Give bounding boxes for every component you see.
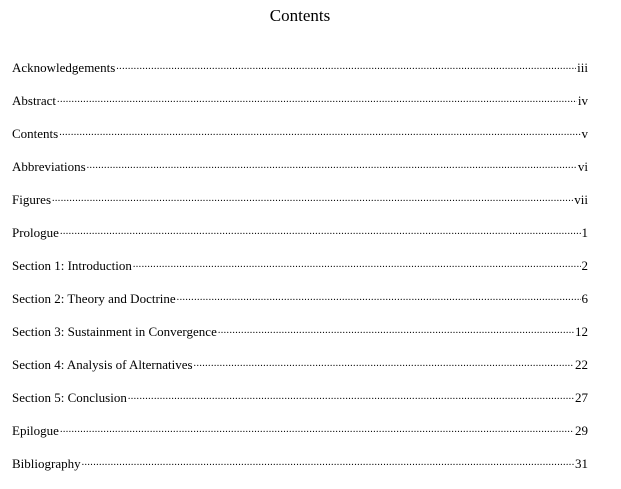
toc-entry-page: 6 bbox=[581, 291, 588, 306]
toc-entry-page: 22 bbox=[575, 357, 588, 372]
toc-entry-epilogue[interactable] bbox=[12, 421, 588, 454]
toc-entry-label: Bibliography bbox=[12, 456, 81, 471]
toc-entry-prologue[interactable] bbox=[12, 223, 588, 256]
toc-entry-page: 31 bbox=[575, 456, 588, 471]
toc-entry-page: iv bbox=[577, 93, 588, 108]
toc-entry-section-2[interactable] bbox=[12, 289, 588, 322]
toc-entry-label: Contents bbox=[12, 126, 59, 141]
toc-entry-page: iii bbox=[577, 60, 588, 75]
dot-leader bbox=[194, 355, 574, 369]
toc-entry-contents[interactable] bbox=[12, 124, 588, 157]
toc-entry-label: Figures bbox=[12, 192, 51, 207]
toc-entry-page: v bbox=[581, 126, 588, 141]
dot-leader bbox=[60, 421, 574, 435]
dot-leader bbox=[218, 322, 574, 336]
dot-leader bbox=[52, 190, 573, 204]
toc-entry-page: vi bbox=[577, 159, 588, 174]
dot-leader bbox=[128, 388, 574, 402]
toc-entry-abstract[interactable] bbox=[12, 91, 588, 124]
toc-entry-acknowledgements[interactable] bbox=[12, 58, 588, 91]
toc-entry-abbreviations[interactable] bbox=[12, 157, 588, 190]
toc-entry-label: Section 5: Conclusion bbox=[12, 390, 127, 405]
toc-entry-label: Section 2: Theory and Doctrine bbox=[12, 291, 176, 306]
toc-entry-page: 12 bbox=[575, 324, 588, 339]
table-of-contents bbox=[12, 58, 588, 487]
toc-entry-label: Abbreviations bbox=[12, 159, 86, 174]
toc-entry-bibliography[interactable] bbox=[12, 454, 588, 487]
toc-entry-section-1[interactable] bbox=[12, 256, 588, 289]
dot-leader bbox=[60, 223, 581, 237]
toc-entry-label: Epilogue bbox=[12, 423, 59, 438]
toc-entry-label: Prologue bbox=[12, 225, 59, 240]
toc-entry-label: Section 3: Sustainment in Convergence bbox=[12, 324, 217, 339]
dot-leader bbox=[57, 91, 577, 105]
dot-leader bbox=[116, 58, 576, 72]
toc-entry-page: 29 bbox=[575, 423, 588, 438]
toc-entry-figures[interactable] bbox=[12, 190, 588, 223]
dot-leader bbox=[133, 256, 581, 270]
toc-entry-section-5[interactable] bbox=[12, 388, 588, 421]
toc-entry-label: Abstract bbox=[12, 93, 57, 108]
toc-entry-page: 2 bbox=[581, 258, 588, 273]
toc-entry-section-4[interactable] bbox=[12, 355, 588, 388]
dot-leader bbox=[59, 124, 580, 138]
toc-entry-label: Section 4: Analysis of Alternatives bbox=[12, 357, 193, 372]
dot-leader bbox=[82, 454, 574, 468]
toc-entry-label: Section 1: Introduction bbox=[12, 258, 132, 273]
toc-entry-page: vii bbox=[574, 192, 588, 207]
contents-heading: Contents bbox=[269, 6, 331, 25]
toc-entry-page: 1 bbox=[581, 225, 588, 240]
dot-leader bbox=[87, 157, 577, 171]
toc-entry-section-3[interactable] bbox=[12, 322, 588, 355]
toc-entry-label: Acknowledgements bbox=[12, 60, 116, 75]
toc-entry-page: 27 bbox=[575, 390, 588, 405]
dot-leader bbox=[177, 289, 581, 303]
